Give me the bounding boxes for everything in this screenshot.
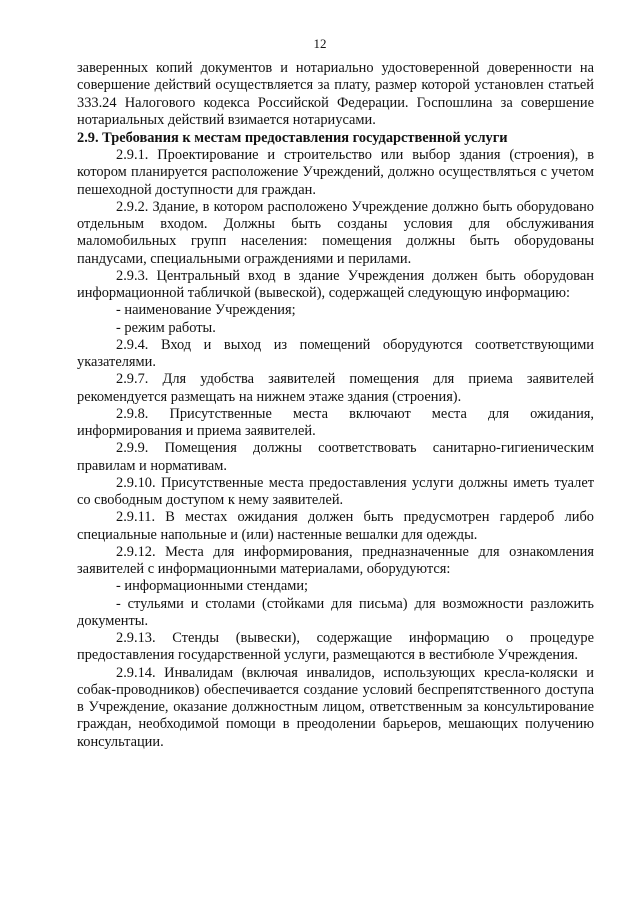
page-number: 12	[313, 36, 327, 51]
paragraph-2-9-11: 2.9.11. В местах ожидания должен быть предусмотрен гардероб либо специальные напольные и (или) настенные вешалки для одежды.	[77, 509, 594, 543]
list-item: - режим работы.	[116, 319, 216, 336]
paragraph-2-9-7: 2.9.7. Для удобства заявителей помещения для приема заявителей рекомендуется размещать на нижнем этаже здания (строения).	[77, 371, 594, 405]
paragraph-2-9-4: 2.9.4. Вход и выход из помещений оборудуются соответствующими указателями.	[77, 336, 594, 370]
list-item: - наименование Учреждения;	[116, 302, 296, 319]
paragraph-2-9-8: 2.9.8. Присутственные места включают места для ожидания, информирования и приема заявителей.	[77, 405, 594, 439]
paragraph-2-9-9: 2.9.9. Помещения должны соответствовать санитарно-гигиеническим правилам и нормативам.	[77, 440, 594, 474]
paragraph-2-9-13: 2.9.13. Стенды (вывески), содержащие информацию о процедуре предоставления государственной услуги, размещаются в вестибюле Учреждения.	[77, 630, 594, 664]
list-item: - стульями и столами (стойками для письма) для возможности разложить документы.	[77, 595, 594, 629]
paragraph-2-9-14: 2.9.14. Инвалидам (включая инвалидов, использующих кресла-коляски и собак-проводников) обеспечивается создание условий беспрепятственного доступа в Учреждение, оказание должностным лицом, ответственным за консультирование граждан, необходимой помощи в преодолении барьеров, мешающих получению консультации.	[77, 664, 594, 750]
document-body	[77, 60, 594, 751]
list-item: - информационными стендами;	[116, 578, 309, 595]
paragraph-2-9-10: 2.9.10. Присутственные места предоставления услуги должны иметь туалет со свободным доступом к нему заявителей.	[77, 474, 594, 508]
paragraph-continued: заверенных копий документов и нотариально удостоверенной доверенности на совершение действий осуществляется за плату, размер которой установлен статьей 333.24 Налогового кодекса Российской Федерации. Госпошлина за совершение нотариальных действий взимается нотариусами.	[77, 60, 594, 128]
paragraph-2-9-1: 2.9.1. Проектирование и строительство или выбор здания (строения), в котором планируется расположение Учреждений, должно осуществляться с учетом пешеходной доступности для граждан.	[77, 147, 594, 198]
paragraph-2-9-3: 2.9.3. Центральный вход в здание Учреждения должен быть оборудован информационной табличкой (вывеской), содержащей следующую информацию:	[77, 267, 594, 301]
paragraph-2-9-2: 2.9.2. Здание, в котором расположено Учреждение должно быть оборудовано отдельным входом. Должны быть созданы условия для обслуживания маломобильных групп населения: помещения должны быть оборудованы пандусами, специальными ограждениями и перилами.	[77, 198, 594, 267]
section-heading: 2.9. Требования к местам предоставления государственной услуги	[77, 130, 508, 146]
paragraph-2-9-12: 2.9.12. Места для информирования, предназначенные для ознакомления заявителей с информационными материалами, оборудуются:	[77, 543, 594, 577]
